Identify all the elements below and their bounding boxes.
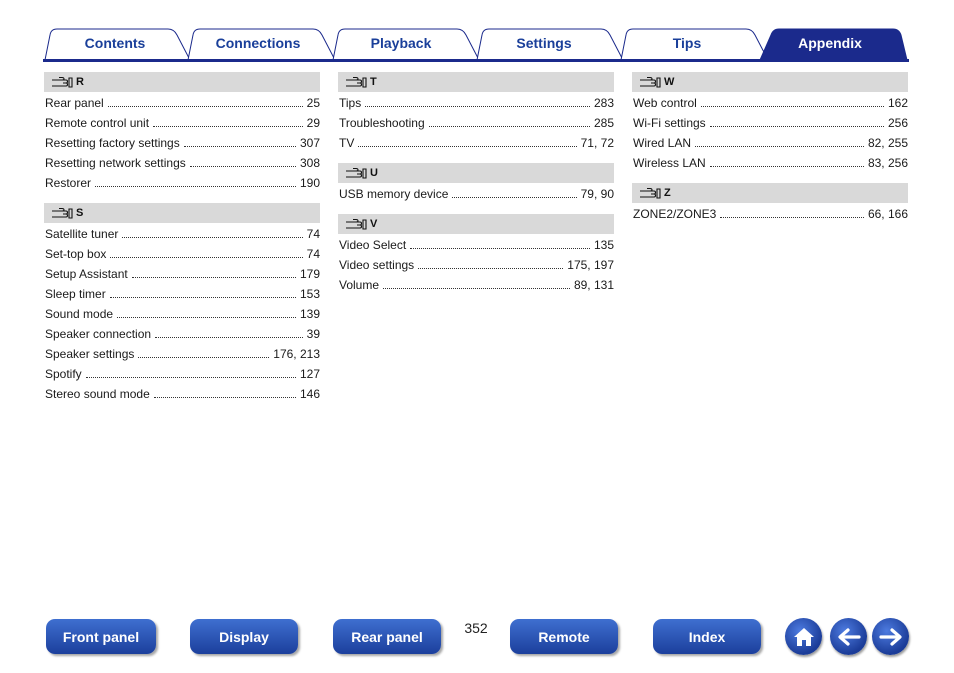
section-letter: W <box>664 76 675 88</box>
index-page-ref: 74 <box>306 227 320 241</box>
tab-underline <box>43 59 909 62</box>
dot-leader <box>720 204 864 218</box>
index-term: Resetting network settings <box>45 156 186 170</box>
page-number: 352 <box>464 620 488 636</box>
index-button[interactable]: Index <box>653 619 761 654</box>
index-section-r <box>44 72 320 193</box>
index-page-ref: 79, 90 <box>580 187 614 201</box>
index-column-1 <box>44 72 320 412</box>
index-term: Satellite tuner <box>45 227 119 241</box>
dot-leader <box>110 244 302 258</box>
front-panel-button[interactable]: Front panel <box>46 619 156 654</box>
index-entry[interactable] <box>44 324 320 344</box>
index-term: Spotify <box>45 367 82 381</box>
tab-bar <box>43 27 909 63</box>
dot-leader <box>383 275 570 289</box>
dot-leader <box>110 284 296 298</box>
dot-leader <box>190 153 296 167</box>
home-icon <box>792 626 816 648</box>
index-entry[interactable] <box>44 133 320 153</box>
index-page-ref: 179 <box>299 267 320 281</box>
dot-leader <box>138 344 269 358</box>
index-entry[interactable] <box>338 133 614 153</box>
dot-leader <box>122 224 302 238</box>
index-entry[interactable] <box>44 224 320 244</box>
dot-leader <box>701 93 884 107</box>
index-column-2 <box>338 72 614 303</box>
index-term: Video settings <box>339 258 415 272</box>
index-entry[interactable] <box>44 113 320 133</box>
index-term: Web control <box>633 96 697 110</box>
index-term: Volume <box>339 278 380 292</box>
tab-contents[interactable]: Contents <box>84 35 146 51</box>
index-page-ref: 256 <box>887 116 908 130</box>
index-term: Resetting factory settings <box>45 136 180 150</box>
index-entry[interactable] <box>338 184 614 204</box>
rear-panel-button[interactable]: Rear panel <box>333 619 441 654</box>
dot-leader <box>132 264 296 278</box>
dot-leader <box>710 113 884 127</box>
pointing-hand-icon <box>639 76 661 88</box>
section-header <box>338 214 614 234</box>
index-term: Restorer <box>45 176 92 190</box>
dot-leader <box>154 384 296 398</box>
index-page-ref: 66, 166 <box>867 207 908 221</box>
index-entry[interactable] <box>44 93 320 113</box>
arrow-right-icon <box>878 627 904 647</box>
dot-leader <box>153 113 303 127</box>
home-button[interactable] <box>785 618 822 655</box>
index-page-ref: 175, 197 <box>567 258 614 272</box>
dot-leader <box>86 364 296 378</box>
index-term: TV <box>339 136 355 150</box>
index-page-ref: 283 <box>593 96 614 110</box>
index-page-ref: 308 <box>299 156 320 170</box>
index-term: Video Select <box>339 238 407 252</box>
index-entry[interactable] <box>44 264 320 284</box>
arrow-left-icon <box>836 627 862 647</box>
index-page-ref: 89, 131 <box>573 278 614 292</box>
section-letter: S <box>76 207 84 219</box>
index-page-ref: 29 <box>306 116 320 130</box>
dot-leader <box>710 153 864 167</box>
index-page-ref: 82, 255 <box>867 136 908 150</box>
index-entry[interactable] <box>338 113 614 133</box>
tab-connections[interactable]: Connections <box>215 35 301 51</box>
section-header <box>338 72 614 92</box>
index-section-t <box>338 72 614 153</box>
index-entry[interactable] <box>44 244 320 264</box>
index-page-ref: 127 <box>299 367 320 381</box>
index-page-ref: 71, 72 <box>580 136 614 150</box>
index-entry[interactable] <box>338 275 614 295</box>
dot-leader <box>108 93 303 107</box>
pointing-hand-icon <box>345 76 367 88</box>
index-term: Speaker connection <box>45 327 152 341</box>
section-letter: V <box>370 218 378 230</box>
index-entry[interactable] <box>44 344 320 364</box>
index-entry[interactable] <box>632 133 908 153</box>
index-page-ref: 139 <box>299 307 320 321</box>
dot-leader <box>695 133 864 147</box>
dot-leader <box>95 173 296 187</box>
section-letter: T <box>370 76 377 88</box>
index-section-u <box>338 163 614 204</box>
index-section-w <box>632 72 908 173</box>
tab-tips[interactable]: Tips <box>672 35 702 51</box>
index-entry[interactable] <box>44 364 320 384</box>
index-entry[interactable] <box>44 284 320 304</box>
index-page-ref: 39 <box>306 327 320 341</box>
dot-leader <box>358 133 576 147</box>
index-entry[interactable] <box>44 384 320 404</box>
index-entry[interactable] <box>44 153 320 173</box>
index-entry[interactable] <box>338 255 614 275</box>
index-page-ref: 83, 256 <box>867 156 908 170</box>
section-header <box>338 163 614 183</box>
index-section-s <box>44 203 320 404</box>
index-term: ZONE2/ZONE3 <box>633 207 717 221</box>
index-page-ref: 146 <box>299 387 320 401</box>
index-term: Sound mode <box>45 307 114 321</box>
pointing-hand-icon <box>345 167 367 179</box>
section-header <box>44 203 320 223</box>
index-page-ref: 162 <box>887 96 908 110</box>
index-term: USB memory device <box>339 187 449 201</box>
index-term: Sleep timer <box>45 287 106 301</box>
index-entry[interactable] <box>44 173 320 193</box>
index-section-z <box>632 183 908 224</box>
index-term: Remote control unit <box>45 116 150 130</box>
index-page-ref: 153 <box>299 287 320 301</box>
index-entry[interactable] <box>338 235 614 255</box>
dot-leader <box>410 235 590 249</box>
index-entry[interactable] <box>632 153 908 173</box>
index-term: Speaker settings <box>45 347 135 361</box>
index-page-ref: 135 <box>593 238 614 252</box>
index-page-ref: 176, 213 <box>273 347 320 361</box>
index-term: Wired LAN <box>633 136 692 150</box>
dot-leader <box>418 255 563 269</box>
index-entry[interactable] <box>338 93 614 113</box>
index-term: Rear panel <box>45 96 104 110</box>
index-page-ref: 307 <box>299 136 320 150</box>
display-button[interactable]: Display <box>190 619 298 654</box>
index-page-ref: 74 <box>306 247 320 261</box>
tab-appendix[interactable]: Appendix <box>798 35 862 51</box>
index-page-ref: 190 <box>299 176 320 190</box>
remote-button[interactable]: Remote <box>510 619 618 654</box>
section-letter: Z <box>664 187 671 199</box>
index-entry[interactable] <box>632 204 908 224</box>
index-term: Tips <box>339 96 362 110</box>
index-entry[interactable] <box>632 93 908 113</box>
pointing-hand-icon <box>51 207 73 219</box>
section-letter: U <box>370 167 378 179</box>
forward-button[interactable] <box>872 618 909 655</box>
index-page-ref: 285 <box>593 116 614 130</box>
index-column-3 <box>632 72 908 232</box>
index-term: Troubleshooting <box>339 116 425 130</box>
index-term: Setup Assistant <box>45 267 128 281</box>
back-button[interactable] <box>830 618 867 655</box>
index-section-v <box>338 214 614 295</box>
index-term: Wi-Fi settings <box>633 116 706 130</box>
dot-leader <box>184 133 296 147</box>
section-header <box>632 183 908 203</box>
section-letter: R <box>76 76 84 88</box>
dot-leader <box>117 304 296 318</box>
index-entry[interactable] <box>44 304 320 324</box>
tab-playback[interactable]: Playback <box>370 35 432 51</box>
pointing-hand-icon <box>345 218 367 230</box>
pointing-hand-icon <box>639 187 661 199</box>
index-term: Wireless LAN <box>633 156 706 170</box>
pointing-hand-icon <box>51 76 73 88</box>
index-entry[interactable] <box>632 113 908 133</box>
dot-leader <box>452 184 576 198</box>
tab-settings[interactable]: Settings <box>516 35 572 51</box>
dot-leader <box>429 113 590 127</box>
index-term: Set-top box <box>45 247 107 261</box>
section-header <box>44 72 320 92</box>
dot-leader <box>155 324 303 338</box>
dot-leader <box>365 93 590 107</box>
index-page-ref: 25 <box>306 96 320 110</box>
index-term: Stereo sound mode <box>45 387 150 401</box>
section-header <box>632 72 908 92</box>
